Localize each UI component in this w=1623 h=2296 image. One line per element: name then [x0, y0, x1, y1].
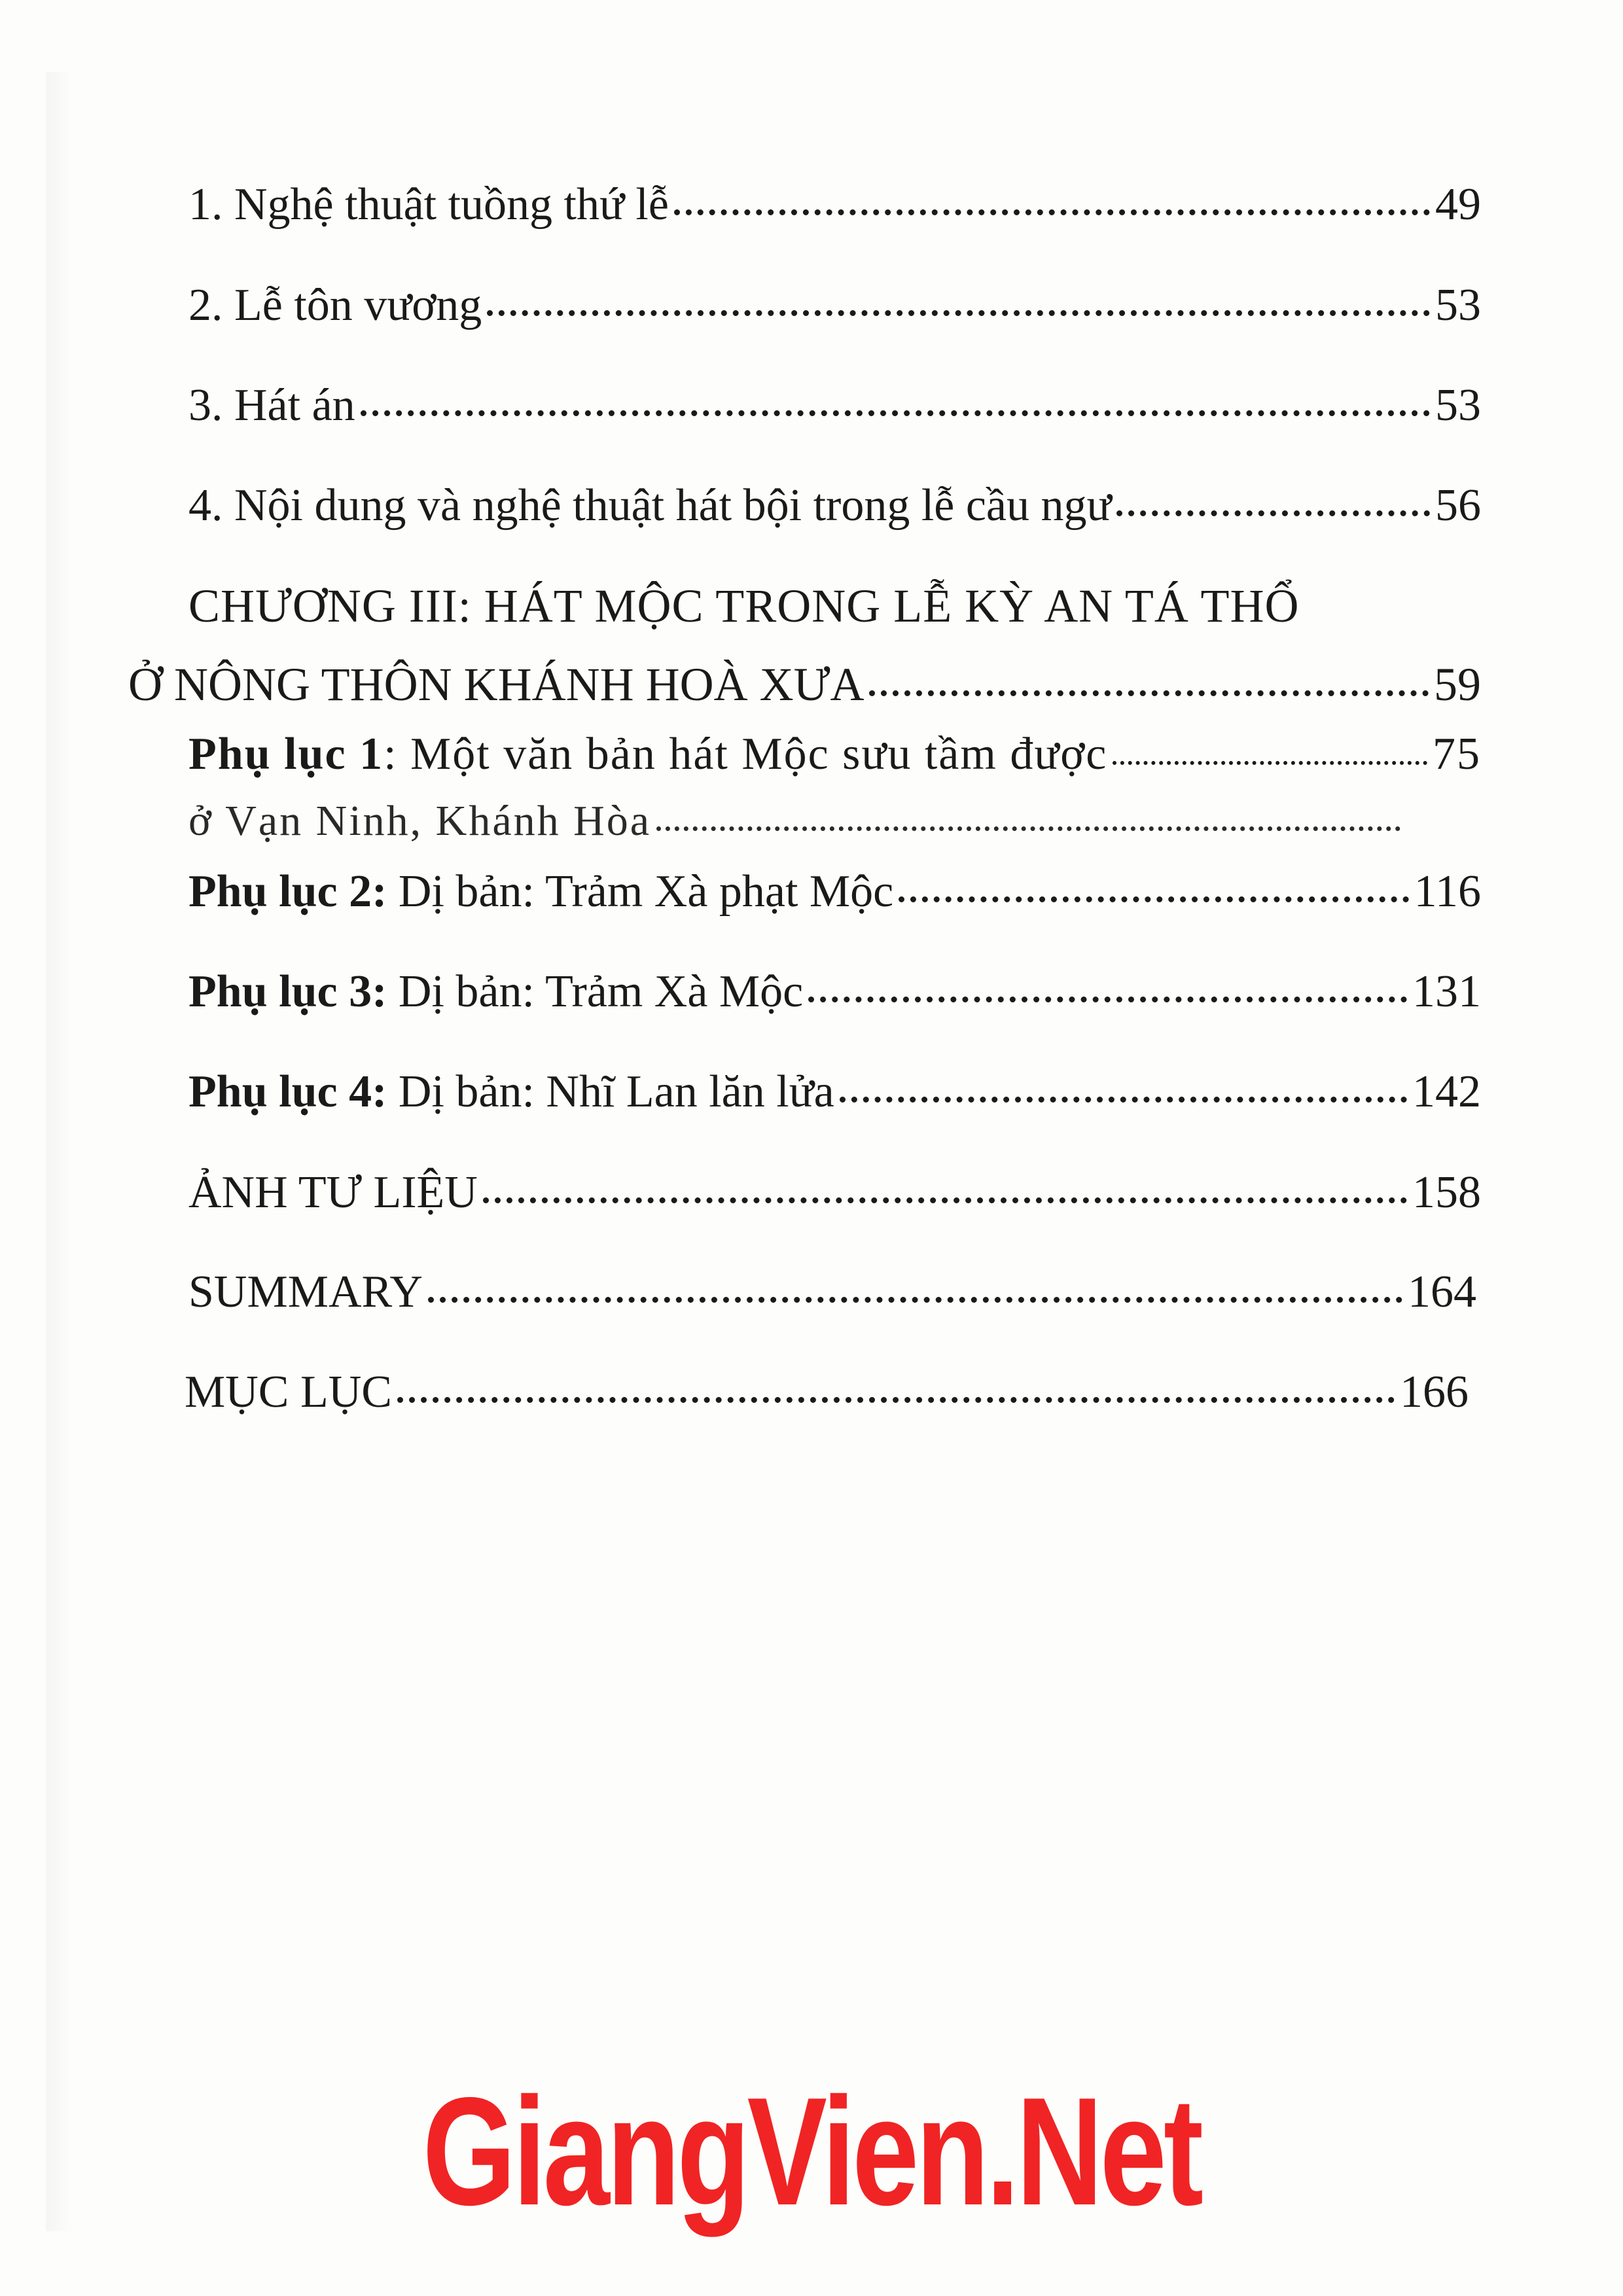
toc-entry-title: 4. Nội dung và nghệ thuật hát bội trong lễ cầu ngư — [188, 480, 1112, 531]
dot-leader — [1113, 761, 1427, 765]
appendix-prefix: Phụ lục 1 — [188, 729, 384, 779]
appendix-continuation-text: ở Vạn Ninh, Khánh Hòa — [188, 797, 652, 845]
toc-entry-page: 116 — [1414, 866, 1481, 917]
toc-entry-chapter — [128, 658, 1481, 711]
dot-leader — [397, 1397, 1395, 1403]
toc-entry — [188, 1269, 1476, 1315]
toc-entry-page: 75 — [1433, 729, 1481, 779]
dot-leader — [674, 209, 1430, 215]
toc-entry-appendix — [188, 966, 1481, 1017]
chapter-heading: CHƯƠNG III: HÁT MỘC TRONG LỄ KỲ AN TÁ THỔ — [188, 580, 1300, 632]
dot-leader — [361, 410, 1430, 416]
toc-entry-page: 56 — [1435, 480, 1481, 531]
toc-entry-page: 158 — [1412, 1167, 1481, 1218]
toc-entry-appendix — [188, 1069, 1481, 1115]
appendix-text: Dị bản: Nhĩ Lan lăn lửa — [387, 1067, 834, 1117]
toc-entry-title: 1. Nghệ thuật tuồng thứ lễ — [188, 179, 669, 230]
toc-entry — [188, 380, 1481, 431]
toc-entry-title — [188, 1069, 834, 1115]
toc-entry-appendix — [188, 866, 1481, 917]
appendix-prefix: Phụ lục 4: — [188, 1067, 387, 1117]
toc-entry — [188, 1167, 1481, 1218]
chapter-heading-line2: Ở NÔNG THÔN KHÁNH HOÀ XƯA — [128, 658, 865, 711]
toc-entry-title: 3. Hát án — [188, 380, 355, 431]
toc-entry-title — [188, 729, 1108, 779]
toc-entry-title — [188, 966, 804, 1017]
dot-leader — [656, 826, 1400, 831]
toc-entry-page: 53 — [1435, 380, 1481, 431]
dot-leader — [899, 896, 1408, 902]
site-watermark: GiangVien.Net — [422, 2065, 1201, 2237]
toc-entry-title: MỤC LỤC — [185, 1367, 392, 1417]
toc-entry-title: ẢNH TƯ LIỆU — [188, 1167, 478, 1218]
dot-leader — [428, 1297, 1402, 1303]
toc-entry-page: 164 — [1408, 1267, 1476, 1317]
appendix-prefix: Phụ lục 2: — [188, 866, 387, 917]
toc-entry-title: 2. Lễ tôn vương — [188, 280, 482, 330]
appendix-text: Dị bản: Trảm Xà Mộc — [387, 966, 804, 1017]
appendix-text: : Một văn bản hát Mộc sưu tầm được — [383, 729, 1108, 779]
toc-entry-page: 49 — [1435, 179, 1481, 230]
dot-leader — [840, 1097, 1407, 1103]
appendix-prefix: Phụ lục 3: — [188, 966, 387, 1017]
toc-entry — [185, 1369, 1469, 1415]
toc-entry-page: 131 — [1412, 966, 1481, 1017]
appendix-continuation — [188, 797, 1406, 845]
appendix-text: Dị bản: Trảm Xà phạt Mộc — [387, 866, 894, 917]
dot-leader — [487, 310, 1430, 316]
toc-entry-page: 53 — [1435, 280, 1481, 330]
dot-leader — [483, 1197, 1407, 1203]
toc-entry — [188, 280, 1481, 330]
dot-leader — [869, 690, 1429, 696]
toc-entry-page: 166 — [1400, 1367, 1469, 1417]
dot-leader — [808, 997, 1407, 1002]
toc-entry-page: 142 — [1412, 1067, 1481, 1117]
toc-entry — [188, 480, 1481, 531]
dot-leader — [1116, 510, 1430, 516]
toc-entry-page: 59 — [1434, 658, 1481, 711]
toc-entry — [188, 179, 1481, 230]
toc-entry-title — [188, 866, 894, 917]
toc-entry-appendix — [188, 729, 1481, 779]
toc-entry-title: SUMMARY — [188, 1267, 423, 1317]
